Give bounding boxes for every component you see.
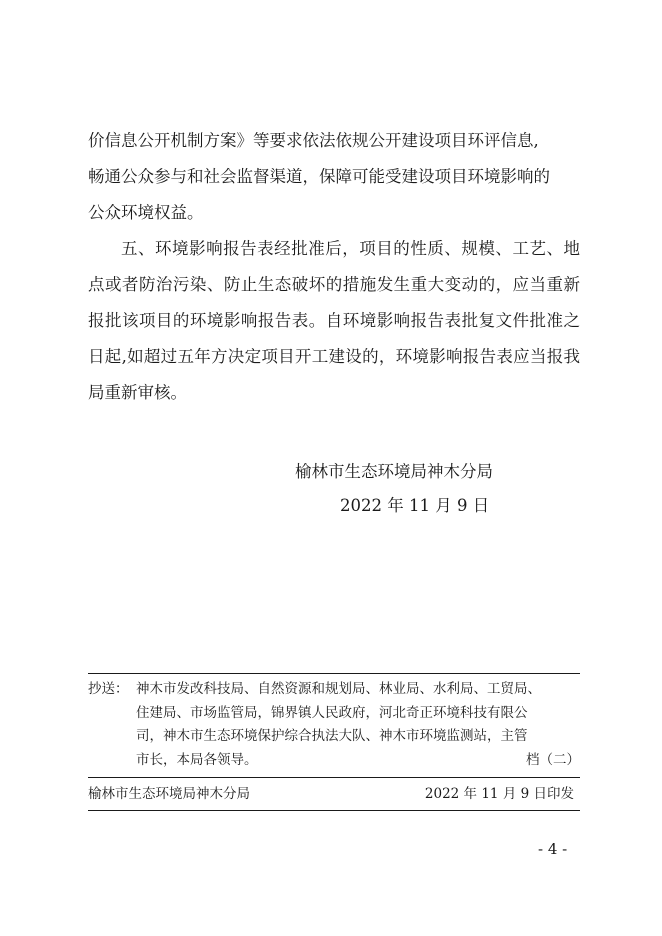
signature-date: 2022 年 11 月 9 日 (340, 496, 490, 515)
cc-top-divider (88, 673, 580, 674)
archive-mark: 档（二） (526, 751, 580, 768)
cc-line: 神木市发改科技局、自然资源和规划局、林业局、水利局、工贸局、 (136, 681, 541, 697)
paragraph-five: 五、环境影响报告表经批准后，项目的性质、规模、工艺、地点或者防治污染、防止生态破坏的措施发生重大变动的，应当重新报批该项目的环境影响报告表。自环境影响报告表批复文件批准之日起,如超过五年方决定项目开工建设的，环境影响报告表应当报我局重新审核。 (88, 239, 580, 402)
document-body (88, 123, 580, 411)
cc-block (88, 678, 580, 772)
cc-line: 市长，本局各领导。 (136, 751, 258, 768)
printed-date: 2022 年 11 月 9 日印发 (424, 786, 574, 802)
cc-recipients (136, 678, 580, 772)
body-line: 畅通公众参与和社会监督渠道，保障可能受建设项目环境影响的 (88, 167, 550, 186)
body-line: 价信息公开机制方案》等要求依法依规公开建设项目环评信息, (88, 131, 539, 150)
cc-line: 住建局、市场监管局，锦界镇人民政府，河北奇正环境科技有限公 (136, 704, 528, 721)
paragraph-continued (88, 123, 580, 231)
footer-bottom-divider (88, 810, 580, 811)
cc-last-line (136, 749, 580, 773)
cc-label: 抄送： (88, 681, 129, 697)
body-line: 公众环境权益。 (88, 203, 204, 222)
signature-org: 榆林市生态环境局神木分局 (295, 462, 493, 481)
issue-footer (88, 781, 580, 807)
page-number: - 4 - (538, 840, 568, 858)
issuing-office: 榆林市生态环境局神木分局 (88, 786, 250, 802)
cc-line: 司，神木市生态环境保护综合执法大队、神木市环境监测站，主管 (136, 728, 528, 744)
footer-top-divider (88, 777, 580, 778)
